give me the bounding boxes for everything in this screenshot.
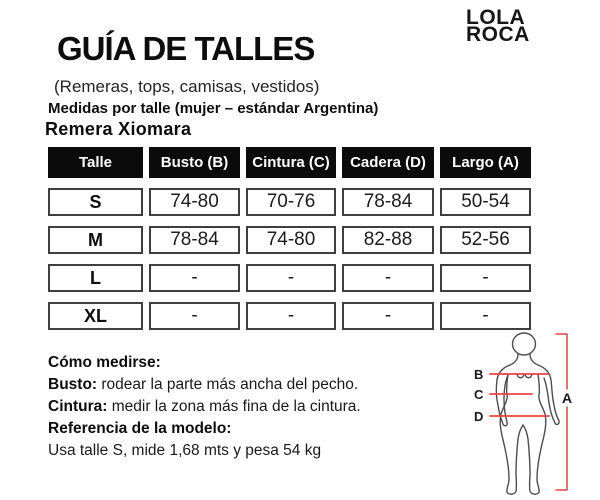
value-cell: - bbox=[149, 302, 240, 330]
model-reference-text: Usa talle S, mide 1,68 mts y pesa 54 kg bbox=[48, 442, 322, 459]
value-cell: - bbox=[342, 302, 434, 330]
value-cell: 78-84 bbox=[342, 188, 434, 216]
table-header-largo: Largo (A) bbox=[440, 147, 531, 178]
size-table bbox=[48, 147, 531, 330]
table-header-busto: Busto (B) bbox=[149, 147, 240, 178]
measurement-note: Medidas por talle (mujer – estándar Argentina) bbox=[48, 100, 379, 117]
length-label: A bbox=[562, 390, 573, 406]
value-cell: - bbox=[246, 264, 336, 292]
how-to-measure-title: Cómo medirse: bbox=[48, 354, 161, 371]
value-cell: 74-80 bbox=[246, 226, 336, 254]
model-reference-title: Referencia de la modelo: bbox=[48, 420, 232, 437]
measurement-figure bbox=[465, 327, 577, 499]
value-cell: - bbox=[149, 264, 240, 292]
size-cell-l: L bbox=[48, 264, 143, 292]
length-bracket bbox=[556, 334, 567, 490]
value-cell: - bbox=[440, 302, 531, 330]
waist-label: C bbox=[474, 387, 484, 402]
value-cell: 74-80 bbox=[149, 188, 240, 216]
product-name: Remera Xiomara bbox=[45, 119, 192, 139]
bust-instruction: Busto: rodear la parte más ancha del pecho. bbox=[48, 376, 359, 393]
value-cell: 52-56 bbox=[440, 226, 531, 254]
brand-logo-line1: LOLA bbox=[466, 6, 526, 29]
table-header-cintura: Cintura (C) bbox=[246, 147, 336, 178]
table-header-talle: Talle bbox=[48, 147, 143, 178]
bust-label: B bbox=[474, 367, 484, 382]
head-outline bbox=[513, 333, 536, 355]
size-cell-s: S bbox=[48, 188, 143, 216]
value-cell: - bbox=[440, 264, 531, 292]
page-subtitle: (Remeras, tops, camisas, vestidos) bbox=[54, 77, 320, 96]
page-title: GUÍA DE TALLES bbox=[57, 30, 315, 67]
brand-logo bbox=[466, 6, 530, 46]
value-cell: 50-54 bbox=[440, 188, 531, 216]
value-cell: 70-76 bbox=[246, 188, 336, 216]
waist-instruction: Cintura: medir la zona más fina de la cintura. bbox=[48, 398, 361, 415]
value-cell: 78-84 bbox=[149, 226, 240, 254]
table-header-cadera: Cadera (D) bbox=[342, 147, 434, 178]
brand-logo-line2: ROCA bbox=[466, 23, 530, 46]
torso-legs-outline bbox=[500, 374, 546, 494]
value-cell: 82-88 bbox=[342, 226, 434, 254]
value-cell: - bbox=[246, 302, 336, 330]
size-cell-xl: XL bbox=[48, 302, 143, 330]
value-cell: - bbox=[342, 264, 434, 292]
how-to-measure-block bbox=[48, 352, 361, 462]
size-cell-m: M bbox=[48, 226, 143, 254]
hip-label: D bbox=[474, 409, 484, 424]
